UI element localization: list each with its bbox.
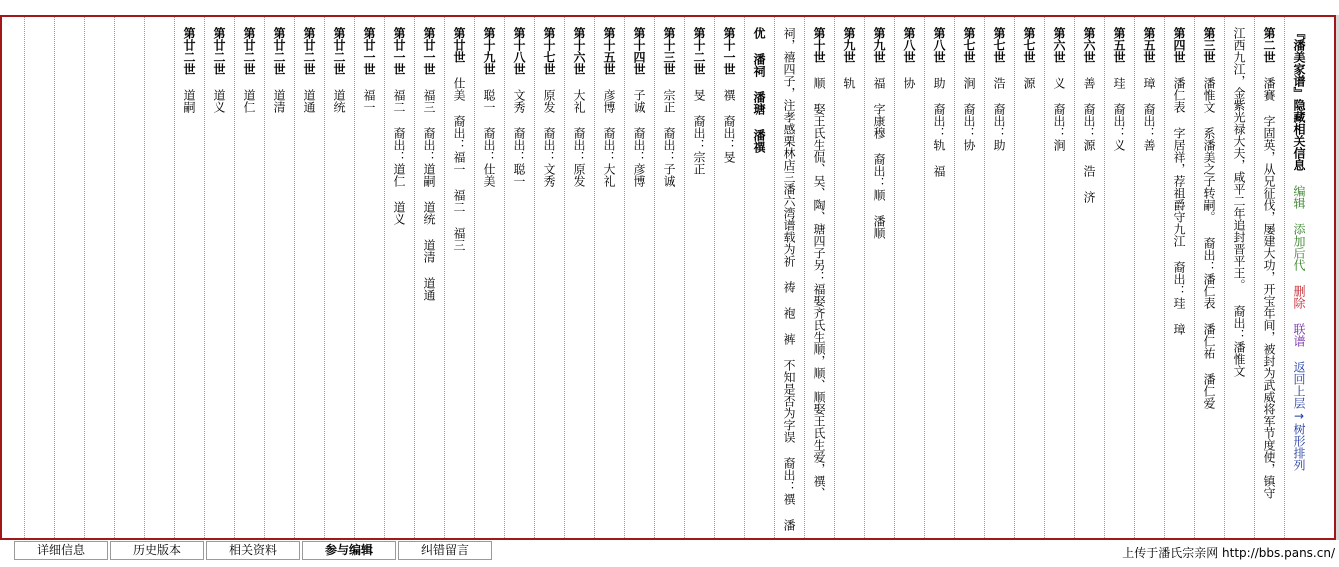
header-column xyxy=(1284,17,1314,538)
generation-label: 第十五世 xyxy=(602,27,616,75)
generation-label: 第十世 xyxy=(812,27,826,63)
generation-label: 第廿一世 xyxy=(362,27,376,75)
genealogy-entry-column xyxy=(174,17,204,538)
add-descendant-link[interactable]: 添加后代 xyxy=(1292,223,1306,271)
hide-info-link[interactable]: 隐藏相关信息 xyxy=(1292,99,1306,171)
generation-label: 第七世 xyxy=(1022,27,1036,63)
genealogy-entry-column xyxy=(204,17,234,538)
generation-label: 第七世 xyxy=(992,27,1006,63)
generation-label: 第廿一世 xyxy=(422,27,436,75)
tab-5[interactable]: 纠错留言 xyxy=(398,541,492,560)
entry-text: 福二 裔出：道仁 道义 xyxy=(392,75,406,225)
entry-text: 潘賽 字固英，从兄征伐，屡建大功，开宝年间，被封为武威将军节度使，镇守 xyxy=(1262,63,1276,499)
genealogy-entry-column xyxy=(834,17,864,538)
genealogy-entry-column xyxy=(474,17,504,538)
generation-label: 第四世 xyxy=(1172,27,1186,63)
genealogy-entry-column xyxy=(1104,17,1134,538)
entry-text: 义 裔出：涧 xyxy=(1052,63,1066,151)
entry-text: 浩 裔出：助 xyxy=(992,63,1006,151)
entry-text: 源 xyxy=(1022,63,1036,89)
entry-text: 轨 xyxy=(842,63,856,89)
generation-label: 第六世 xyxy=(1082,27,1096,63)
genealogy-entry-column xyxy=(324,17,354,538)
generation-label: 第十六世 xyxy=(572,27,586,75)
entry-text: 子诚 裔出：彦博 xyxy=(632,75,646,187)
genealogy-panel xyxy=(0,15,1336,540)
genealogy-entry-column xyxy=(1254,17,1284,538)
generation-label: 第十一世 xyxy=(722,27,736,75)
entry-text: 顺 娶王氏生侃、吴、陶、瑭四子另：福娶齐氏生顺，顺、顺娶王氏生爱，禩、 xyxy=(812,63,826,499)
delete-link[interactable]: 删除 xyxy=(1292,285,1306,309)
entry-text: 道嗣 xyxy=(182,75,196,113)
genealogy-entry-column xyxy=(924,17,954,538)
genealogy-entry-column xyxy=(684,17,714,538)
genealogy-entry-column xyxy=(234,17,264,538)
generation-label: 第三世 xyxy=(1202,27,1216,63)
genealogy-entry-column xyxy=(714,17,744,538)
tab-3[interactable]: 相关资料 xyxy=(206,541,300,560)
generation-label: 优 潘祠 潘瑭 潘禩 xyxy=(752,27,766,153)
entry-text: 善 裔出：源 浩 济 xyxy=(1082,63,1096,203)
empty-column xyxy=(54,17,84,538)
entry-text: 道统 xyxy=(332,75,346,113)
genealogy-entry-column xyxy=(594,17,624,538)
entry-text: 祠，禧四子，注孝感栗林店三潘六湾谱载为祈 祷 袍 裤 不知是否为字误 裔出：禩 潘 xyxy=(782,27,796,531)
genealogy-entry-column xyxy=(654,17,684,538)
tree-view-link[interactable]: 树形排列 xyxy=(1292,423,1306,471)
genealogy-entry-column xyxy=(1194,17,1224,538)
genealogy-entry-column xyxy=(1044,17,1074,538)
entry-text: 仕美 裔出：福一 福二 福三 xyxy=(452,63,466,251)
entry-text: 聪一 裔出：仕美 xyxy=(482,75,496,187)
entry-text: 道通 xyxy=(302,75,316,113)
entry-text xyxy=(1292,209,1306,223)
entry-text: 江西九江，金紫光禄大夫，咸平二年追封晋平王。 裔出：潘惟文 xyxy=(1232,27,1246,377)
tab-1[interactable]: 详细信息 xyxy=(14,541,108,560)
entry-text: 珪 裔出：义 xyxy=(1112,63,1126,151)
entry-text: 道清 xyxy=(272,75,286,113)
entry-text: 福一 xyxy=(362,75,376,113)
generation-label: 第五世 xyxy=(1112,27,1126,63)
entry-text: 璋 裔出：善 xyxy=(1142,63,1156,151)
genealogy-entry-column xyxy=(294,17,324,538)
generation-label: 第十九世 xyxy=(482,27,496,75)
empty-column xyxy=(144,17,174,538)
generation-label: 第七世 xyxy=(962,27,976,63)
empty-column xyxy=(114,17,144,538)
entry-text: 助 裔出：轨 福 xyxy=(932,63,946,177)
generation-label: 第八世 xyxy=(902,27,916,63)
entry-text: 协 xyxy=(902,63,916,89)
generation-label: 『潘美家谱』 xyxy=(1292,27,1306,99)
generation-label: 第廿二世 xyxy=(212,27,226,75)
genealogy-entry-column xyxy=(504,17,534,538)
generation-label: 第廿世 xyxy=(452,27,466,63)
generation-label: 第十二世 xyxy=(692,27,706,75)
generation-label: 第九世 xyxy=(872,27,886,63)
entry-text: 原发 裔出：文秀 xyxy=(542,75,556,187)
tab-4[interactable]: 参与编辑 xyxy=(302,541,396,560)
generation-label: 第廿一世 xyxy=(392,27,406,75)
back-up-link[interactable]: 返回上层 xyxy=(1292,361,1306,409)
entry-text: 潘惟文 系潘美之子转嗣。 裔出：潘仁表 潘仁祐 潘仁爱 xyxy=(1202,63,1216,409)
entry-text xyxy=(1292,271,1306,285)
entry-text: 彦博 裔出：大礼 xyxy=(602,75,616,187)
genealogy-entry-column xyxy=(384,17,414,538)
edit-link[interactable]: 编辑 xyxy=(1292,185,1306,209)
entry-text: 宗正 裔出：子诚 xyxy=(662,75,676,187)
generation-label: 第十八世 xyxy=(512,27,526,75)
genealogy-entry-column xyxy=(564,17,594,538)
entry-text xyxy=(1292,309,1306,323)
entry-text: → xyxy=(1292,409,1306,423)
entry-text: 道仁 xyxy=(242,75,256,113)
tab-2[interactable]: 历史版本 xyxy=(110,541,204,560)
genealogy-entry-column xyxy=(624,17,654,538)
empty-column xyxy=(84,17,114,538)
entry-text: 福 字康穆 裔出：顺 潘顺 xyxy=(872,63,886,239)
genealogy-entry-column xyxy=(1164,17,1194,538)
genealogy-entry-column xyxy=(864,17,894,538)
generation-label: 第二世 xyxy=(1262,27,1276,63)
entry-text: 旻 裔出：宗正 xyxy=(692,75,706,175)
entry-text: 禩 裔出：旻 xyxy=(722,75,736,163)
generation-label: 第廿二世 xyxy=(302,27,316,75)
generation-label: 第九世 xyxy=(842,27,856,63)
genealogy-entry-column xyxy=(1134,17,1164,538)
upload-source-text: 上传于潘氏宗亲网 http://bbs.pans.cn/ xyxy=(1122,546,1335,560)
generation-label: 第十三世 xyxy=(662,27,676,75)
entry-text xyxy=(1292,171,1306,185)
genealogy-columns xyxy=(17,17,1314,538)
entry-text: 道义 xyxy=(212,75,226,113)
genealogy-entry-column xyxy=(264,17,294,538)
generation-label: 第五世 xyxy=(1142,27,1156,63)
entry-text xyxy=(1292,347,1306,361)
genealogy-entry-column xyxy=(414,17,444,538)
genealogy-entry-column xyxy=(984,17,1014,538)
generation-label: 第廿二世 xyxy=(182,27,196,75)
generation-label: 第廿二世 xyxy=(272,27,286,75)
empty-column xyxy=(24,17,54,538)
entry-text: 涧 裔出：协 xyxy=(962,63,976,151)
genealogy-entry-column xyxy=(444,17,474,538)
entry-text: 文秀 裔出：聪一 xyxy=(512,75,526,187)
genealogy-entry-column xyxy=(744,17,774,538)
generation-label: 第廿二世 xyxy=(332,27,346,75)
genealogy-entry-column xyxy=(894,17,924,538)
genealogy-entry-column xyxy=(804,17,834,538)
generation-label: 第廿二世 xyxy=(242,27,256,75)
entry-text: 潘仁表 字居祥，荐祖爵守九江 裔出：珪 璋 xyxy=(1172,63,1186,335)
entry-text: 福三 裔出：道嗣 道统 道清 道通 xyxy=(422,75,436,301)
genealogy-entry-column xyxy=(954,17,984,538)
genealogy-entry-column xyxy=(354,17,384,538)
genealogy-entry-column xyxy=(1074,17,1104,538)
entry-text: 大礼 裔出：原发 xyxy=(572,75,586,187)
generation-label: 第八世 xyxy=(932,27,946,63)
genealogy-entry-column xyxy=(774,17,804,538)
generation-label: 第十四世 xyxy=(632,27,646,75)
generation-label: 第十七世 xyxy=(542,27,556,75)
genealogy-entry-column xyxy=(1014,17,1044,538)
genealogy-entry-column xyxy=(1224,17,1254,538)
bottom-tab-bar xyxy=(14,541,492,561)
genealogy-entry-column xyxy=(534,17,564,538)
generation-label: 第六世 xyxy=(1052,27,1066,63)
link-genealogy-link[interactable]: 联谱 xyxy=(1292,323,1306,347)
